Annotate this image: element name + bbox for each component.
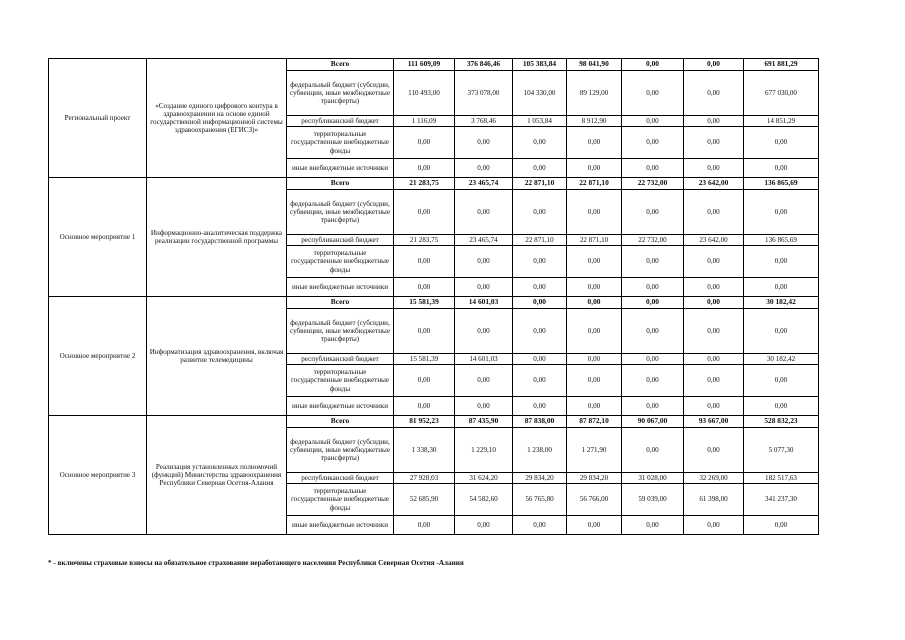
budget-table <box>48 58 819 535</box>
footnote: * - включены страховые взносы на обязательное страхование неработающего населения Республики Северная Осетия -Алания <box>48 559 464 567</box>
value-cell: 0,00 <box>567 159 622 178</box>
value-cell: 0,00 <box>513 246 567 278</box>
total-value-cell: 691 881,29 <box>744 59 819 71</box>
value-cell: 0,00 <box>622 516 684 535</box>
value-cell: 0,00 <box>513 127 567 159</box>
funding-source-cell: Всего <box>287 59 394 71</box>
value-cell: 0,00 <box>394 190 455 235</box>
value-cell: 0,00 <box>394 309 455 354</box>
value-cell: 0,00 <box>684 59 744 71</box>
value-cell: 0,00 <box>394 159 455 178</box>
total-value-cell: 0,00 <box>744 516 819 535</box>
value-cell: 0,00 <box>684 190 744 235</box>
funding-source-cell: Всего <box>287 178 394 190</box>
value-cell: 52 685,90 <box>394 484 455 516</box>
total-value-cell: 5 077,30 <box>744 428 819 473</box>
total-value-cell: 0,00 <box>744 397 819 416</box>
funding-source-cell: федеральный бюджет (субсидии, субвенции, иные межбюджетные трансферты) <box>287 190 394 235</box>
value-cell: 0,00 <box>394 516 455 535</box>
total-value-cell: 136 865,69 <box>744 235 819 246</box>
value-cell: 0,00 <box>622 297 684 309</box>
funding-source-cell: территориальные государственные внебюджетные фонды <box>287 365 394 397</box>
total-value-cell: 0,00 <box>744 365 819 397</box>
value-cell: 0,00 <box>622 71 684 116</box>
budget-table-sheet <box>48 58 818 535</box>
funding-source-cell: республиканский бюджет <box>287 235 394 246</box>
funding-source-cell: федеральный бюджет (субсидии, субвенции, иные межбюджетные трансферты) <box>287 309 394 354</box>
value-cell: 376 846,46 <box>455 59 513 71</box>
value-cell: 1 338,30 <box>394 428 455 473</box>
value-cell: 0,00 <box>684 397 744 416</box>
value-cell: 56 765,80 <box>513 484 567 516</box>
value-cell: 0,00 <box>567 309 622 354</box>
value-cell: 0,00 <box>622 127 684 159</box>
value-cell: 104 330,00 <box>513 71 567 116</box>
value-cell: 0,00 <box>567 365 622 397</box>
funding-source-cell: республиканский бюджет <box>287 116 394 127</box>
value-cell: 22 871,10 <box>513 235 567 246</box>
value-cell: 0,00 <box>684 246 744 278</box>
value-cell: 0,00 <box>455 190 513 235</box>
value-cell: 8 912,90 <box>567 116 622 127</box>
value-cell: 0,00 <box>394 127 455 159</box>
value-cell: 22 871,10 <box>567 235 622 246</box>
value-cell: 0,00 <box>455 127 513 159</box>
funding-source-cell: иные внебюджетные источники <box>287 516 394 535</box>
activity-name-cell: Информационно-аналитическая поддержка реализации государственной программы <box>147 178 287 297</box>
value-cell: 32 269,00 <box>684 473 744 484</box>
value-cell: 3 768,46 <box>455 116 513 127</box>
value-cell: 14 601,03 <box>455 297 513 309</box>
funding-source-cell: республиканский бюджет <box>287 473 394 484</box>
funding-source-cell: Всего <box>287 416 394 428</box>
value-cell: 0,00 <box>455 397 513 416</box>
funding-source-cell: федеральный бюджет (субсидии, субвенции, иные межбюджетные трансферты) <box>287 71 394 116</box>
value-cell: 0,00 <box>567 297 622 309</box>
value-cell: 23 642,00 <box>684 178 744 190</box>
value-cell: 0,00 <box>567 190 622 235</box>
value-cell: 1 053,84 <box>513 116 567 127</box>
value-cell: 0,00 <box>513 297 567 309</box>
value-cell: 23 642,00 <box>684 235 744 246</box>
value-cell: 0,00 <box>394 365 455 397</box>
value-cell: 15 581,39 <box>394 297 455 309</box>
value-cell: 105 383,84 <box>513 59 567 71</box>
table-row-total <box>49 178 819 190</box>
value-cell: 0,00 <box>684 278 744 297</box>
total-value-cell: 677 030,00 <box>744 71 819 116</box>
value-cell: 0,00 <box>567 354 622 365</box>
value-cell: 0,00 <box>622 190 684 235</box>
table-row-total <box>49 416 819 428</box>
value-cell: 0,00 <box>455 159 513 178</box>
total-value-cell: 0,00 <box>744 190 819 235</box>
total-value-cell: 0,00 <box>744 309 819 354</box>
funding-source-cell: иные внебюджетные источники <box>287 397 394 416</box>
value-cell: 22 732,00 <box>622 235 684 246</box>
value-cell: 90 067,00 <box>622 416 684 428</box>
value-cell: 0,00 <box>455 278 513 297</box>
funding-source-cell: федеральный бюджет (субсидии, субвенции, иные межбюджетные трансферты) <box>287 428 394 473</box>
value-cell: 0,00 <box>513 516 567 535</box>
value-cell: 0,00 <box>622 278 684 297</box>
total-value-cell: 0,00 <box>744 159 819 178</box>
value-cell: 21 283,75 <box>394 178 455 190</box>
activity-type-cell: Региональный проект <box>49 59 147 178</box>
value-cell: 0,00 <box>622 116 684 127</box>
value-cell: 0,00 <box>567 246 622 278</box>
value-cell: 61 398,00 <box>684 484 744 516</box>
total-value-cell: 30 182,42 <box>744 297 819 309</box>
value-cell: 0,00 <box>455 246 513 278</box>
value-cell: 0,00 <box>567 516 622 535</box>
value-cell: 0,00 <box>394 246 455 278</box>
value-cell: 0,00 <box>622 59 684 71</box>
total-value-cell: 14 851,29 <box>744 116 819 127</box>
value-cell: 0,00 <box>622 428 684 473</box>
value-cell: 0,00 <box>622 365 684 397</box>
value-cell: 1 229,10 <box>455 428 513 473</box>
funding-source-cell: территориальные государственные внебюджетные фонды <box>287 127 394 159</box>
activity-name-cell: Реализация установленных полномочий (функций) Министерства здравоохранения Республики Северная Осетия-Алания <box>147 416 287 535</box>
value-cell: 22 732,00 <box>622 178 684 190</box>
value-cell: 0,00 <box>684 127 744 159</box>
funding-source-cell: иные внебюджетные источники <box>287 159 394 178</box>
value-cell: 93 667,00 <box>684 416 744 428</box>
value-cell: 14 601,03 <box>455 354 513 365</box>
activity-type-cell: Основное мероприятие 3 <box>49 416 147 535</box>
value-cell: 27 928,03 <box>394 473 455 484</box>
value-cell: 56 766,00 <box>567 484 622 516</box>
value-cell: 0,00 <box>684 428 744 473</box>
value-cell: 110 493,00 <box>394 71 455 116</box>
value-cell: 0,00 <box>513 365 567 397</box>
value-cell: 0,00 <box>513 309 567 354</box>
value-cell: 15 581,39 <box>394 354 455 365</box>
value-cell: 1 271,90 <box>567 428 622 473</box>
value-cell: 0,00 <box>567 397 622 416</box>
value-cell: 31 028,00 <box>622 473 684 484</box>
value-cell: 98 041,90 <box>567 59 622 71</box>
value-cell: 0,00 <box>394 397 455 416</box>
funding-source-cell: территориальные государственные внебюджетные фонды <box>287 246 394 278</box>
value-cell: 54 582,60 <box>455 484 513 516</box>
funding-source-cell: территориальные государственные внебюджетные фонды <box>287 484 394 516</box>
value-cell: 1 238,00 <box>513 428 567 473</box>
value-cell: 59 039,00 <box>622 484 684 516</box>
total-value-cell: 0,00 <box>744 127 819 159</box>
value-cell: 23 465,74 <box>455 178 513 190</box>
total-value-cell: 0,00 <box>744 278 819 297</box>
value-cell: 0,00 <box>455 516 513 535</box>
value-cell: 0,00 <box>567 278 622 297</box>
value-cell: 0,00 <box>513 354 567 365</box>
value-cell: 0,00 <box>684 309 744 354</box>
value-cell: 22 871,10 <box>567 178 622 190</box>
value-cell: 0,00 <box>394 278 455 297</box>
value-cell: 31 624,20 <box>455 473 513 484</box>
value-cell: 87 872,10 <box>567 416 622 428</box>
value-cell: 0,00 <box>513 278 567 297</box>
value-cell: 87 435,90 <box>455 416 513 428</box>
value-cell: 89 129,00 <box>567 71 622 116</box>
value-cell: 0,00 <box>622 354 684 365</box>
activity-name-cell: Информатизация здравоохранения, включая развитие телемедицины <box>147 297 287 416</box>
value-cell: 81 952,23 <box>394 416 455 428</box>
value-cell: 22 871,10 <box>513 178 567 190</box>
funding-source-cell: Всего <box>287 297 394 309</box>
value-cell: 0,00 <box>622 246 684 278</box>
total-value-cell: 136 865,69 <box>744 178 819 190</box>
value-cell: 1 116,09 <box>394 116 455 127</box>
total-value-cell: 0,00 <box>744 246 819 278</box>
value-cell: 111 609,09 <box>394 59 455 71</box>
value-cell: 0,00 <box>622 159 684 178</box>
value-cell: 0,00 <box>622 309 684 354</box>
value-cell: 21 283,75 <box>394 235 455 246</box>
value-cell: 0,00 <box>513 190 567 235</box>
activity-type-cell: Основное мероприятие 1 <box>49 178 147 297</box>
total-value-cell: 30 182,42 <box>744 354 819 365</box>
value-cell: 0,00 <box>684 354 744 365</box>
table-row-total <box>49 59 819 71</box>
value-cell: 0,00 <box>684 297 744 309</box>
funding-source-cell: иные внебюджетные источники <box>287 278 394 297</box>
value-cell: 0,00 <box>622 397 684 416</box>
value-cell: 0,00 <box>684 116 744 127</box>
value-cell: 0,00 <box>567 127 622 159</box>
table-row-total <box>49 297 819 309</box>
value-cell: 0,00 <box>455 309 513 354</box>
value-cell: 29 834,20 <box>567 473 622 484</box>
value-cell: 0,00 <box>684 71 744 116</box>
value-cell: 0,00 <box>684 159 744 178</box>
value-cell: 373 078,00 <box>455 71 513 116</box>
total-value-cell: 528 832,23 <box>744 416 819 428</box>
value-cell: 0,00 <box>513 397 567 416</box>
total-value-cell: 182 517,63 <box>744 473 819 484</box>
value-cell: 0,00 <box>684 516 744 535</box>
value-cell: 87 838,00 <box>513 416 567 428</box>
value-cell: 0,00 <box>684 365 744 397</box>
value-cell: 23 465,74 <box>455 235 513 246</box>
total-value-cell: 341 237,30 <box>744 484 819 516</box>
activity-name-cell: «Создание единого цифрового контура в здравоохранении на основе единой государственной информационной системы здравоохранения (ЕГИСЗ)» <box>147 59 287 178</box>
value-cell: 0,00 <box>455 365 513 397</box>
value-cell: 29 834,20 <box>513 473 567 484</box>
funding-source-cell: республиканский бюджет <box>287 354 394 365</box>
value-cell: 0,00 <box>513 159 567 178</box>
activity-type-cell: Основное мероприятие 2 <box>49 297 147 416</box>
